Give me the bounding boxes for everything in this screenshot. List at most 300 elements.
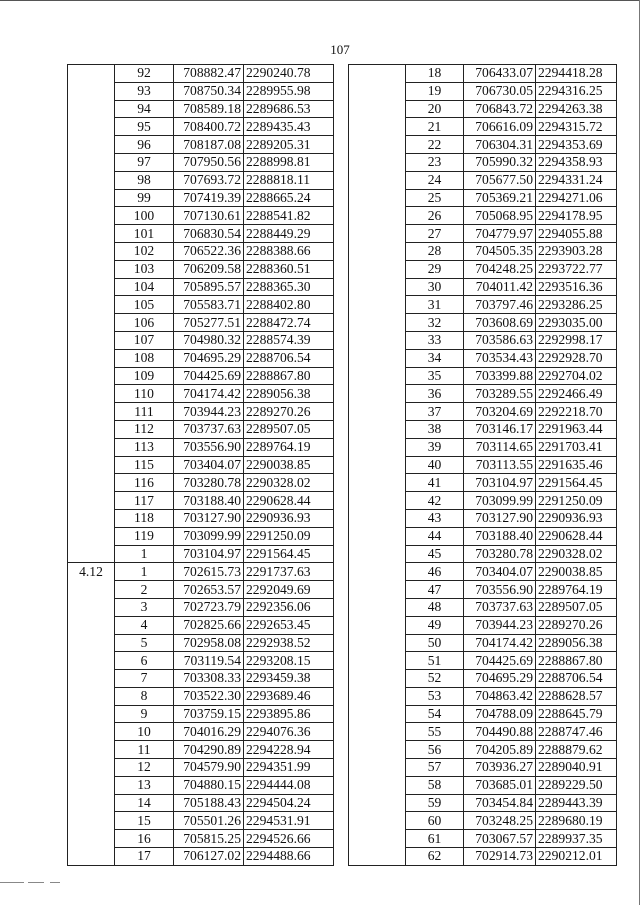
point-number-cell: 104: [115, 278, 174, 296]
x-coordinate-cell: 704290.89: [174, 741, 244, 759]
section-cell: [68, 367, 115, 385]
table-row: [349, 314, 617, 332]
section-cell: [349, 171, 406, 189]
table-row: [68, 776, 334, 794]
table-row: [349, 403, 617, 421]
table-row: [68, 830, 334, 848]
point-number-cell: 56: [406, 741, 464, 759]
x-coordinate-cell: 703759.15: [174, 705, 244, 723]
x-coordinate-cell: 705583.71: [174, 296, 244, 314]
point-number-cell: 14: [115, 794, 174, 812]
point-number-cell: 10: [115, 723, 174, 741]
x-coordinate-cell: 704779.97: [464, 225, 536, 243]
point-number-cell: 32: [406, 314, 464, 332]
point-number-cell: 13: [115, 776, 174, 794]
x-coordinate-cell: 704695.29: [464, 670, 536, 688]
x-coordinate-cell: 703556.90: [464, 581, 536, 599]
y-coordinate-cell: 2294076.36: [244, 723, 334, 741]
point-number-cell: 105: [115, 296, 174, 314]
x-coordinate-cell: 704011.42: [464, 278, 536, 296]
y-coordinate-cell: 2294531.91: [244, 812, 334, 830]
y-coordinate-cell: 2289435.43: [244, 118, 334, 136]
section-cell: [68, 545, 115, 563]
point-number-cell: 57: [406, 759, 464, 777]
table-row: [349, 260, 617, 278]
x-coordinate-cell: 703067.57: [464, 830, 536, 848]
section-cell: [349, 367, 406, 385]
table-row: [349, 65, 617, 83]
y-coordinate-cell: 2291250.09: [536, 492, 617, 510]
table-row: [68, 331, 334, 349]
y-coordinate-cell: 2294178.95: [536, 207, 617, 225]
table-row: [68, 563, 334, 581]
point-number-cell: 95: [115, 118, 174, 136]
y-coordinate-cell: 2293208.15: [244, 652, 334, 670]
section-cell: [349, 82, 406, 100]
table-row: [349, 759, 617, 777]
table-row: [68, 403, 334, 421]
y-coordinate-cell: 2290628.44: [244, 492, 334, 510]
x-coordinate-cell: 702914.73: [464, 848, 536, 866]
x-coordinate-cell: 703936.27: [464, 759, 536, 777]
section-cell: [349, 563, 406, 581]
section-cell: [349, 776, 406, 794]
y-coordinate-cell: 2292938.52: [244, 634, 334, 652]
section-cell: 4.12: [68, 563, 115, 581]
table-row: [349, 598, 617, 616]
y-coordinate-cell: 2294263.38: [536, 100, 617, 118]
y-coordinate-cell: 2293516.36: [536, 278, 617, 296]
x-coordinate-cell: 703399.88: [464, 367, 536, 385]
point-number-cell: 61: [406, 830, 464, 848]
x-coordinate-cell: 704880.15: [174, 776, 244, 794]
y-coordinate-cell: 2294444.08: [244, 776, 334, 794]
y-coordinate-cell: 2290240.78: [244, 65, 334, 83]
point-number-cell: 18: [406, 65, 464, 83]
point-number-cell: 103: [115, 260, 174, 278]
point-number-cell: 45: [406, 545, 464, 563]
y-coordinate-cell: 2289056.38: [536, 634, 617, 652]
y-coordinate-cell: 2288472.74: [244, 314, 334, 332]
point-number-cell: 50: [406, 634, 464, 652]
point-number-cell: 27: [406, 225, 464, 243]
x-coordinate-cell: 706209.58: [174, 260, 244, 278]
y-coordinate-cell: 2289270.26: [536, 616, 617, 634]
table-row: [349, 492, 617, 510]
table-row: [349, 385, 617, 403]
point-number-cell: 99: [115, 189, 174, 207]
table-row: [68, 189, 334, 207]
y-coordinate-cell: 2294271.06: [536, 189, 617, 207]
y-coordinate-cell: 2288706.54: [244, 349, 334, 367]
y-coordinate-cell: 2292653.45: [244, 616, 334, 634]
point-number-cell: 94: [115, 100, 174, 118]
point-number-cell: 22: [406, 136, 464, 154]
table-row: [349, 153, 617, 171]
point-number-cell: 62: [406, 848, 464, 866]
y-coordinate-cell: 2288388.66: [244, 242, 334, 260]
table-row: [68, 812, 334, 830]
point-number-cell: 108: [115, 349, 174, 367]
x-coordinate-cell: 704788.09: [464, 705, 536, 723]
point-number-cell: 44: [406, 527, 464, 545]
point-number-cell: 30: [406, 278, 464, 296]
x-coordinate-cell: 704980.32: [174, 331, 244, 349]
point-number-cell: 8: [115, 687, 174, 705]
table-row: [349, 776, 617, 794]
table-row: [349, 438, 617, 456]
y-coordinate-cell: 2289229.50: [536, 776, 617, 794]
section-cell: [349, 438, 406, 456]
point-number-cell: 109: [115, 367, 174, 385]
section-cell: [349, 189, 406, 207]
y-coordinate-cell: 2289205.31: [244, 136, 334, 154]
point-number-cell: 19: [406, 82, 464, 100]
table-row: [68, 100, 334, 118]
section-cell: [68, 492, 115, 510]
section-cell: [68, 278, 115, 296]
point-number-cell: 39: [406, 438, 464, 456]
y-coordinate-cell: 2289680.19: [536, 812, 617, 830]
section-cell: [68, 705, 115, 723]
point-number-cell: 16: [115, 830, 174, 848]
x-coordinate-cell: 703280.78: [174, 474, 244, 492]
section-cell: [68, 723, 115, 741]
point-number-cell: 11: [115, 741, 174, 759]
y-coordinate-cell: 2292998.17: [536, 331, 617, 349]
section-cell: [68, 527, 115, 545]
section-cell: [68, 616, 115, 634]
section-cell: [349, 385, 406, 403]
section-cell: [349, 225, 406, 243]
table-row: [68, 385, 334, 403]
x-coordinate-cell: 703797.46: [464, 296, 536, 314]
point-number-cell: 58: [406, 776, 464, 794]
x-coordinate-cell: 703099.99: [464, 492, 536, 510]
section-cell: [68, 136, 115, 154]
point-number-cell: 42: [406, 492, 464, 510]
section-cell: [349, 349, 406, 367]
x-coordinate-cell: 708750.34: [174, 82, 244, 100]
x-coordinate-cell: 703737.63: [464, 598, 536, 616]
y-coordinate-cell: 2294315.72: [536, 118, 617, 136]
x-coordinate-cell: 703308.33: [174, 670, 244, 688]
point-number-cell: 2: [115, 581, 174, 599]
section-cell: [349, 634, 406, 652]
table-row: [349, 705, 617, 723]
y-coordinate-cell: 2290628.44: [536, 527, 617, 545]
table-row: [68, 687, 334, 705]
point-number-cell: 15: [115, 812, 174, 830]
table-row: [68, 367, 334, 385]
x-coordinate-cell: 703685.01: [464, 776, 536, 794]
x-coordinate-cell: 703188.40: [464, 527, 536, 545]
section-cell: [349, 153, 406, 171]
table-row: [349, 456, 617, 474]
point-number-cell: 107: [115, 331, 174, 349]
section-cell: [349, 492, 406, 510]
point-number-cell: 31: [406, 296, 464, 314]
y-coordinate-cell: 2288645.79: [536, 705, 617, 723]
y-coordinate-cell: 2292356.06: [244, 598, 334, 616]
point-number-cell: 106: [115, 314, 174, 332]
y-coordinate-cell: 2291737.63: [244, 563, 334, 581]
x-coordinate-cell: 703404.07: [174, 456, 244, 474]
y-coordinate-cell: 2289686.53: [244, 100, 334, 118]
coordinates-table-right: [348, 64, 617, 866]
footer-dash: [50, 882, 60, 883]
table-row: [68, 670, 334, 688]
point-number-cell: 59: [406, 794, 464, 812]
section-cell: [68, 776, 115, 794]
y-coordinate-cell: 2294228.94: [244, 741, 334, 759]
x-coordinate-cell: 702723.79: [174, 598, 244, 616]
section-cell: [68, 171, 115, 189]
section-cell: [68, 225, 115, 243]
point-number-cell: 100: [115, 207, 174, 225]
x-coordinate-cell: 705990.32: [464, 153, 536, 171]
section-cell: [349, 723, 406, 741]
section-cell: [349, 242, 406, 260]
y-coordinate-cell: 2294316.25: [536, 82, 617, 100]
x-coordinate-cell: 705188.43: [174, 794, 244, 812]
point-number-cell: 96: [115, 136, 174, 154]
section-cell: [349, 848, 406, 866]
footer-dash: [0, 882, 24, 883]
x-coordinate-cell: 705677.50: [464, 171, 536, 189]
section-cell: [68, 830, 115, 848]
section-cell: [349, 581, 406, 599]
table-row: [68, 723, 334, 741]
y-coordinate-cell: 2288998.81: [244, 153, 334, 171]
point-number-cell: 93: [115, 82, 174, 100]
point-number-cell: 118: [115, 509, 174, 527]
point-number-cell: 54: [406, 705, 464, 723]
x-coordinate-cell: 707693.72: [174, 171, 244, 189]
x-coordinate-cell: 708589.18: [174, 100, 244, 118]
table-row: [68, 759, 334, 777]
x-coordinate-cell: 705895.57: [174, 278, 244, 296]
section-cell: [68, 474, 115, 492]
point-number-cell: 97: [115, 153, 174, 171]
table-row: [68, 225, 334, 243]
x-coordinate-cell: 703146.17: [464, 420, 536, 438]
section-cell: [349, 474, 406, 492]
table-row: [349, 136, 617, 154]
section-cell: [68, 509, 115, 527]
x-coordinate-cell: 703454.84: [464, 794, 536, 812]
table-row: [349, 687, 617, 705]
y-coordinate-cell: 2293035.00: [536, 314, 617, 332]
section-cell: [68, 403, 115, 421]
y-coordinate-cell: 2289040.91: [536, 759, 617, 777]
y-coordinate-cell: 2292928.70: [536, 349, 617, 367]
point-number-cell: 21: [406, 118, 464, 136]
point-number-cell: 92: [115, 65, 174, 83]
table-row: [349, 563, 617, 581]
section-cell: [68, 385, 115, 403]
coordinates-table-left: [67, 64, 334, 866]
table-row: [68, 652, 334, 670]
y-coordinate-cell: 2293689.46: [244, 687, 334, 705]
point-number-cell: 49: [406, 616, 464, 634]
x-coordinate-cell: 704205.89: [464, 741, 536, 759]
y-coordinate-cell: 2289507.05: [244, 420, 334, 438]
table-row: [68, 349, 334, 367]
point-number-cell: 111: [115, 403, 174, 421]
table-row: [68, 616, 334, 634]
table-row: [349, 723, 617, 741]
x-coordinate-cell: 708400.72: [174, 118, 244, 136]
section-cell: [349, 118, 406, 136]
x-coordinate-cell: 704695.29: [174, 349, 244, 367]
table-row: [349, 420, 617, 438]
y-coordinate-cell: 2288449.29: [244, 225, 334, 243]
section-cell: [349, 812, 406, 830]
table-row: [349, 812, 617, 830]
x-coordinate-cell: 705068.95: [464, 207, 536, 225]
table-row: [68, 634, 334, 652]
point-number-cell: 29: [406, 260, 464, 278]
y-coordinate-cell: 2291564.45: [536, 474, 617, 492]
y-coordinate-cell: 2294351.99: [244, 759, 334, 777]
y-coordinate-cell: 2290212.01: [536, 848, 617, 866]
point-number-cell: 23: [406, 153, 464, 171]
x-coordinate-cell: 703127.90: [174, 509, 244, 527]
point-number-cell: 6: [115, 652, 174, 670]
x-coordinate-cell: 702653.57: [174, 581, 244, 599]
section-cell: [68, 118, 115, 136]
y-coordinate-cell: 2290328.02: [244, 474, 334, 492]
y-coordinate-cell: 2290936.93: [536, 509, 617, 527]
section-cell: [68, 100, 115, 118]
point-number-cell: 25: [406, 189, 464, 207]
x-coordinate-cell: 706127.02: [174, 848, 244, 866]
section-cell: [68, 741, 115, 759]
x-coordinate-cell: 703944.23: [174, 403, 244, 421]
y-coordinate-cell: 2294331.24: [536, 171, 617, 189]
table-row: [349, 296, 617, 314]
table-row: [68, 438, 334, 456]
y-coordinate-cell: 2289764.19: [244, 438, 334, 456]
x-coordinate-cell: 704248.25: [464, 260, 536, 278]
x-coordinate-cell: 703204.69: [464, 403, 536, 421]
section-cell: [349, 314, 406, 332]
point-number-cell: 43: [406, 509, 464, 527]
table-row: [68, 705, 334, 723]
table-row: [349, 171, 617, 189]
table-row: [68, 171, 334, 189]
y-coordinate-cell: 2288541.82: [244, 207, 334, 225]
x-coordinate-cell: 703944.23: [464, 616, 536, 634]
table-row: [349, 331, 617, 349]
table-row: [349, 118, 617, 136]
point-number-cell: 7: [115, 670, 174, 688]
y-coordinate-cell: 2289955.98: [244, 82, 334, 100]
y-coordinate-cell: 2292466.49: [536, 385, 617, 403]
point-number-cell: 52: [406, 670, 464, 688]
section-cell: [349, 527, 406, 545]
point-number-cell: 36: [406, 385, 464, 403]
point-number-cell: 48: [406, 598, 464, 616]
x-coordinate-cell: 706843.72: [464, 100, 536, 118]
y-coordinate-cell: 2289507.05: [536, 598, 617, 616]
point-number-cell: 4: [115, 616, 174, 634]
x-coordinate-cell: 703280.78: [464, 545, 536, 563]
y-coordinate-cell: 2288867.80: [536, 652, 617, 670]
table-row: [349, 100, 617, 118]
section-cell: [68, 438, 115, 456]
section-cell: [349, 545, 406, 563]
section-cell: [349, 331, 406, 349]
section-cell: [349, 830, 406, 848]
table-row: [68, 527, 334, 545]
table-row: [349, 581, 617, 599]
x-coordinate-cell: 703586.63: [464, 331, 536, 349]
point-number-cell: 17: [115, 848, 174, 866]
x-coordinate-cell: 706433.07: [464, 65, 536, 83]
x-coordinate-cell: 708882.47: [174, 65, 244, 83]
y-coordinate-cell: 2288402.80: [244, 296, 334, 314]
section-cell: [68, 794, 115, 812]
point-number-cell: 40: [406, 456, 464, 474]
section-cell: [349, 65, 406, 83]
table-row: [68, 153, 334, 171]
table-row: [68, 136, 334, 154]
y-coordinate-cell: 2291250.09: [244, 527, 334, 545]
y-coordinate-cell: 2294488.66: [244, 848, 334, 866]
point-number-cell: 55: [406, 723, 464, 741]
x-coordinate-cell: 707419.39: [174, 189, 244, 207]
point-number-cell: 51: [406, 652, 464, 670]
section-cell: [68, 260, 115, 278]
y-coordinate-cell: 2292704.02: [536, 367, 617, 385]
point-number-cell: 33: [406, 331, 464, 349]
table-row: [349, 474, 617, 492]
point-number-cell: 37: [406, 403, 464, 421]
section-cell: [349, 207, 406, 225]
y-coordinate-cell: 2288879.62: [536, 741, 617, 759]
section-cell: [68, 65, 115, 83]
section-cell: [68, 456, 115, 474]
section-cell: [68, 848, 115, 866]
y-coordinate-cell: 2289764.19: [536, 581, 617, 599]
section-cell: [349, 456, 406, 474]
x-coordinate-cell: 703099.99: [174, 527, 244, 545]
point-number-cell: 20: [406, 100, 464, 118]
point-number-cell: 26: [406, 207, 464, 225]
point-number-cell: 112: [115, 420, 174, 438]
x-coordinate-cell: 704174.42: [174, 385, 244, 403]
table-row: [68, 420, 334, 438]
section-cell: [349, 420, 406, 438]
table-row: [68, 848, 334, 866]
table-row: [68, 260, 334, 278]
x-coordinate-cell: 703127.90: [464, 509, 536, 527]
x-coordinate-cell: 705815.25: [174, 830, 244, 848]
x-coordinate-cell: 703404.07: [464, 563, 536, 581]
point-number-cell: 46: [406, 563, 464, 581]
table-row: [68, 794, 334, 812]
x-coordinate-cell: 707130.61: [174, 207, 244, 225]
x-coordinate-cell: 703608.69: [464, 314, 536, 332]
section-cell: [68, 598, 115, 616]
y-coordinate-cell: 2293459.38: [244, 670, 334, 688]
section-cell: [68, 314, 115, 332]
section-cell: [349, 296, 406, 314]
point-number-cell: 47: [406, 581, 464, 599]
point-number-cell: 24: [406, 171, 464, 189]
